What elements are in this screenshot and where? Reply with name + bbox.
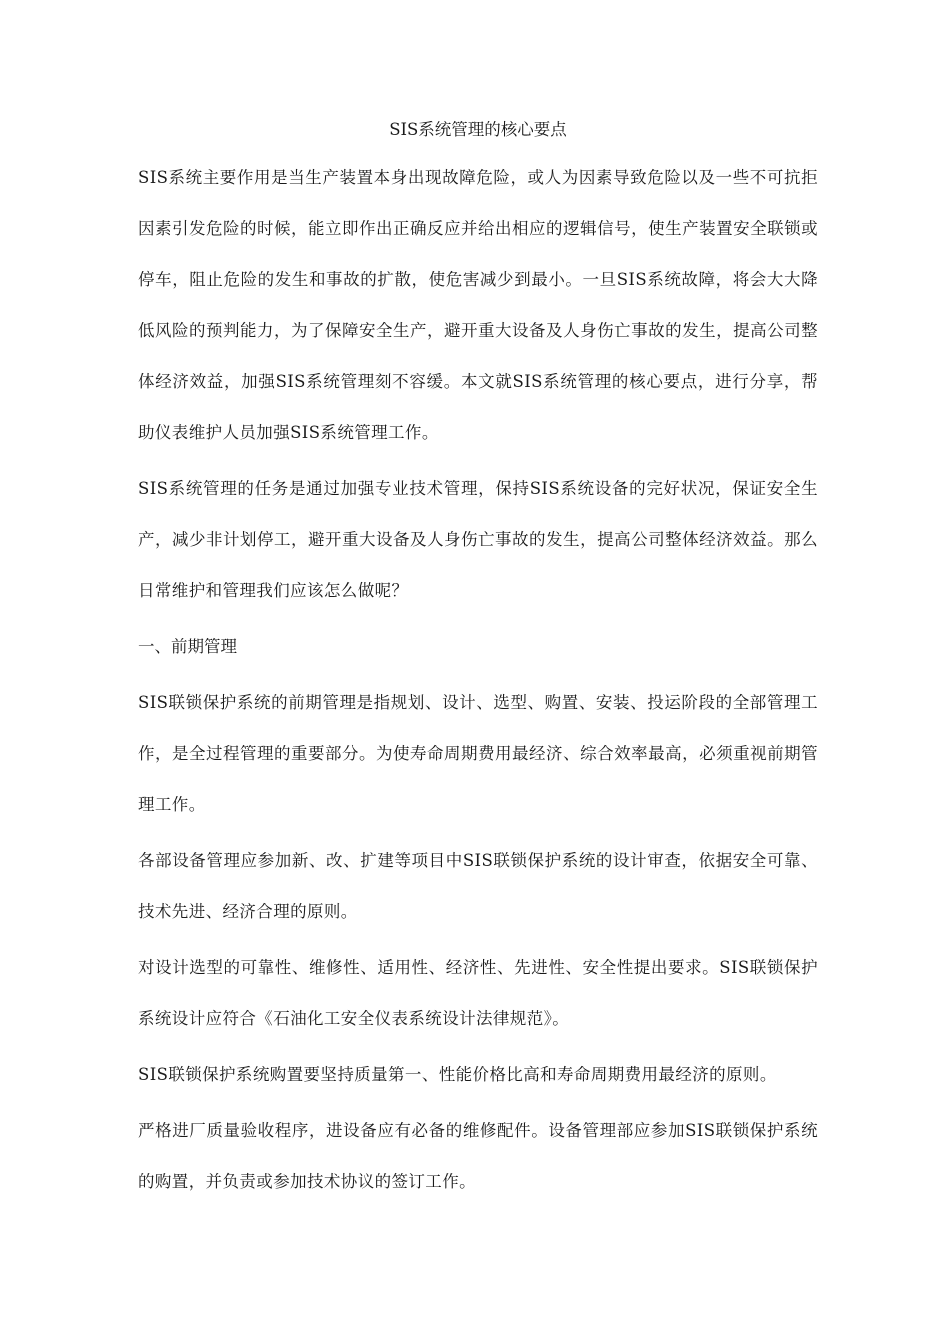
intro-paragraph: SIS系统主要作用是当生产装置本身出现故障危险，或人为因素导致危险以及一些不可抗拒因素引发危险的时候，能立即作出正确反应并给出相应的逻辑信号，使生产装置安全联锁或停车，阻止危险的发生和事故的扩散，使危害减少到最小。一旦SIS系统故障，将会大大降低风险的预判能力，为了保障安全生产，避开重大设备及人身伤亡事故的发生，提高公司整体经济效益，加强SIS系统管理刻不容缓。本文就SIS系统管理的核心要点，进行分享，帮助仪表维护人员加强SIS系统管理工作。 bbox=[138, 168, 818, 442]
section-paragraph: 对设计选型的可靠性、维修性、适用性、经济性、先进性、安全性提出要求。SIS联锁保护系统设计应符合《石油化工安全仪表系统设计法律规范》。 bbox=[138, 958, 818, 1028]
task-paragraph: SIS系统管理的任务是通过加强专业技术管理，保持SIS系统设备的完好状况，保证安全生产，减少非计划停工，避开重大设备及人身伤亡事故的发生，提高公司整体经济效益。那么日常维护和管理我们应该怎么做呢？ bbox=[138, 479, 818, 600]
document-title: SIS系统管理的核心要点 bbox=[389, 120, 567, 139]
section-heading-preliminary: 一、前期管理 bbox=[138, 637, 237, 656]
section-paragraph: 各部设备管理应参加新、改、扩建等项目中SIS联锁保护系统的设计审查，依据安全可靠、技术先进、经济合理的原则。 bbox=[138, 851, 818, 921]
section-paragraph: SIS联锁保护系统的前期管理是指规划、设计、选型、购置、安装、投运阶段的全部管理工作，是全过程管理的重要部分。为使寿命周期费用最经济、综合效率最高，必须重视前期管理工作。 bbox=[138, 693, 818, 814]
document-page bbox=[138, 118, 818, 1212]
section-paragraph: SIS联锁保护系统购置要坚持质量第一、性能价格比高和寿命周期费用最经济的原则。 bbox=[138, 1065, 777, 1084]
section-paragraph: 严格进厂质量验收程序，进设备应有必备的维修配件。设备管理部应参加SIS联锁保护系统的购置，并负责或参加技术协议的签订工作。 bbox=[138, 1121, 818, 1191]
